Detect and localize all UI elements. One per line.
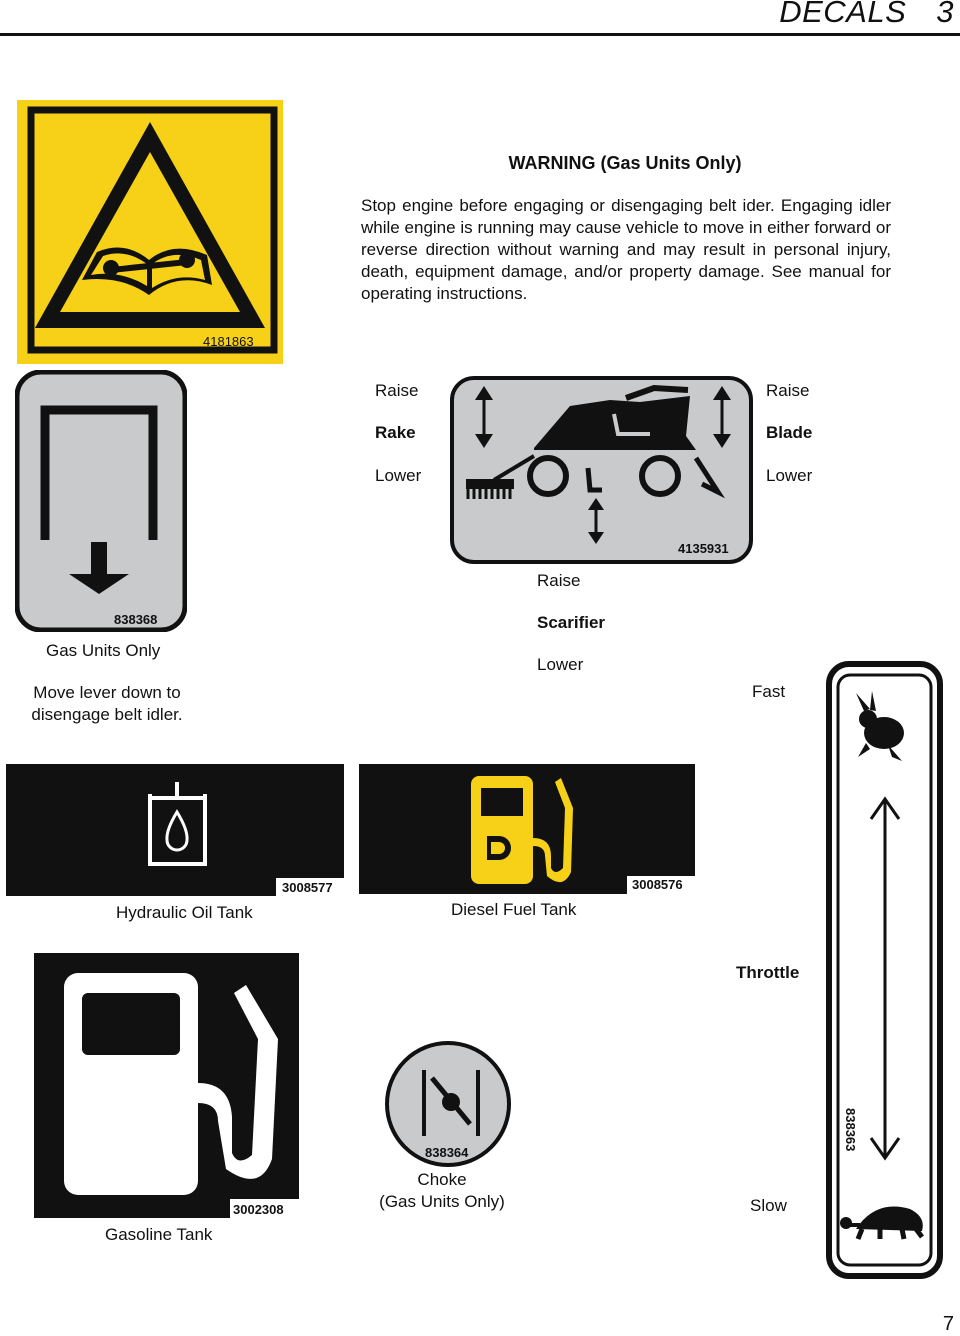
scarifier-raise-label: Raise	[537, 571, 581, 590]
lever-part-number: 838368	[114, 612, 158, 627]
hydraulic-part-number: 3008577	[282, 880, 333, 895]
choke-part-number: 838364	[425, 1145, 469, 1160]
chapter-number: 3	[936, 0, 954, 29]
header-rule	[0, 33, 960, 36]
diesel-caption: Diesel Fuel Tank	[451, 900, 577, 919]
choke-caption: Choke	[417, 1170, 467, 1189]
throttle-decal	[826, 661, 943, 1279]
rake-label: Rake	[375, 423, 416, 442]
throttle-part-number: 838363	[843, 1108, 858, 1152]
blade-raise-label: Raise	[766, 381, 810, 400]
diesel-part-number: 3008576	[632, 877, 683, 892]
gasoline-caption: Gasoline Tank	[105, 1225, 213, 1244]
implement-part-number: 4135931	[678, 541, 729, 556]
implement-decal	[450, 376, 753, 564]
hydraulic-caption: Hydraulic Oil Tank	[116, 903, 253, 922]
rake-lower-label: Lower	[375, 466, 422, 485]
diesel-decal	[359, 764, 695, 894]
lever-instruction-2: disengage belt idler.	[31, 705, 183, 724]
blade-label: Blade	[766, 423, 813, 442]
hydraulic-decal	[6, 764, 344, 896]
blade-lower-label: Lower	[766, 466, 813, 485]
warning-part-number: 4181863	[203, 334, 254, 349]
header-title: DECALS	[779, 0, 907, 29]
warning-decal	[17, 100, 283, 364]
scarifier-lower-label: Lower	[537, 655, 584, 674]
choke-caption-sub: (Gas Units Only)	[379, 1192, 505, 1211]
warning-text: Stop engine before engaging or disengaging belt ider. Engaging idler while engine is running may cause vehicle to move in either forward or reverse direction without warning and may result in personal injury, death, equipment damage, and/or property damage. See manual for operating instructions.	[361, 196, 891, 303]
lever-decal	[15, 370, 187, 632]
throttle-slow-label: Slow	[750, 1196, 787, 1215]
warning-title: WARNING (Gas Units Only)	[508, 153, 742, 173]
lever-label-gas-units: Gas Units Only	[46, 641, 161, 660]
gasoline-decal	[34, 953, 299, 1218]
throttle-title: Throttle	[736, 963, 800, 982]
gasoline-part-number: 3002308	[233, 1202, 284, 1217]
page-header	[779, 0, 960, 30]
scarifier-label: Scarifier	[537, 613, 606, 632]
lever-instruction-1: Move lever down to	[33, 683, 181, 702]
rake-raise-label: Raise	[375, 381, 419, 400]
throttle-fast-label: Fast	[752, 682, 786, 701]
page-number: 7	[942, 1313, 954, 1335]
